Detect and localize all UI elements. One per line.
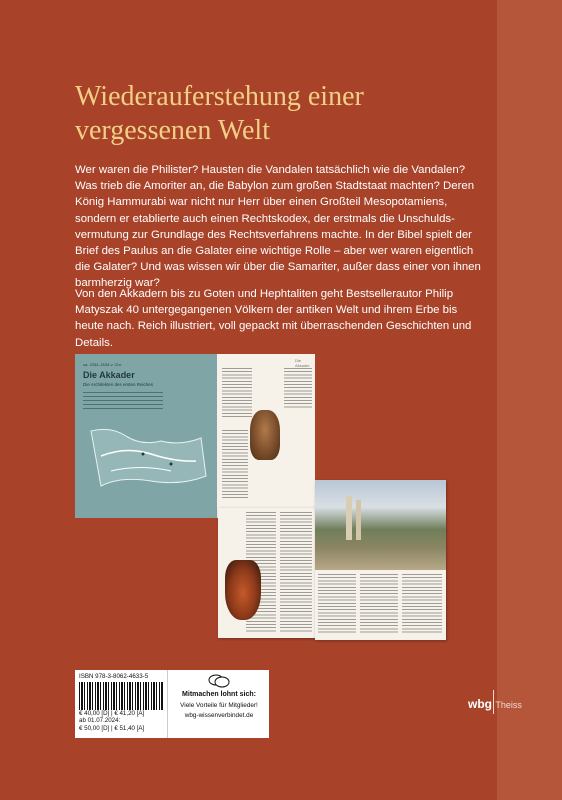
vase-image bbox=[225, 560, 261, 620]
blurb-paragraph-1: Wer waren die Philister? Hausten die Vandalen tatsächlich wie die Vandalen? Was trieb die Amoriter an, die Babylon zum großen Stadtstaat machten? Deren König Hammurabi war nicht nur Herr über einen Großteil Mesopotamiens, sondern er etablierte auch einen Rechtskodex, der erstmals die Unschulds-vermutung zur Grundlage des Rechtsverfahrens machte. In der Bibel spielt der Brief des Paulus an die Galater eine wichtige Rolle – aber wer waren eigentlich die Galater? Und was wissen wir über die Samariter, außer dass einer von ihnen barmherzig war? bbox=[75, 164, 481, 290]
text-column bbox=[402, 574, 442, 634]
spine-strip bbox=[497, 0, 562, 800]
membership-benefits: Viele Vorteile für Mitglieder! bbox=[180, 702, 258, 709]
text-column bbox=[222, 430, 248, 500]
blurb-paragraph-2: Von den Akkadern bis zu Goten und Hephtaliten geht Bestsellerautor Philip Matyszak 40 untergegangenen Völkern der antiken Welt und ihrem Erbe bis heute nach. Reich illustriert, voll gepackt mit überraschenden Geschichten und Details. bbox=[75, 288, 472, 349]
text-column bbox=[222, 368, 252, 418]
membership-box bbox=[167, 670, 269, 738]
text-column bbox=[280, 512, 312, 632]
ruins-photo bbox=[315, 480, 446, 570]
logo-wbg: wbg bbox=[468, 697, 492, 711]
spread-left-subtitle: Die Architekten des ersten Reiches bbox=[83, 382, 154, 387]
text-column bbox=[360, 574, 398, 634]
price-current: € 40,00 [D] | € 41,20 [A] bbox=[79, 710, 163, 717]
membership-url[interactable]: wbg-wissenverbindet.de bbox=[184, 712, 254, 719]
membership-heading: Mitmachen lohnt sich: bbox=[182, 691, 256, 698]
barcode-box bbox=[75, 670, 167, 738]
text-column bbox=[318, 574, 356, 634]
cover-title: Wiederauferstehung einer vergessenen Welt bbox=[75, 81, 364, 146]
map-illustration bbox=[81, 416, 211, 496]
spread-left-meta: ca. 2334–2154 v. Chr. bbox=[83, 362, 122, 367]
spread-right-header: Die Akkader bbox=[295, 358, 310, 368]
spread-left-page bbox=[75, 354, 217, 518]
ruin-column bbox=[346, 496, 352, 540]
spread-left-title: Die Akkader bbox=[83, 370, 135, 380]
isbn-label: ISBN 978-3-8062-4633-5 bbox=[79, 673, 149, 680]
bronze-head-image bbox=[250, 410, 280, 460]
speech-bubbles-icon bbox=[208, 674, 230, 688]
logo-imprint: Theiss bbox=[495, 700, 522, 710]
price-date: ab 01.07.2024: bbox=[79, 717, 163, 724]
ruin-column bbox=[356, 500, 361, 540]
publisher-logo bbox=[468, 697, 522, 711]
spread-left-text bbox=[83, 392, 163, 412]
price-future: € 50,00 [D] | € 51,40 [A] bbox=[79, 725, 163, 732]
text-column bbox=[284, 368, 312, 408]
